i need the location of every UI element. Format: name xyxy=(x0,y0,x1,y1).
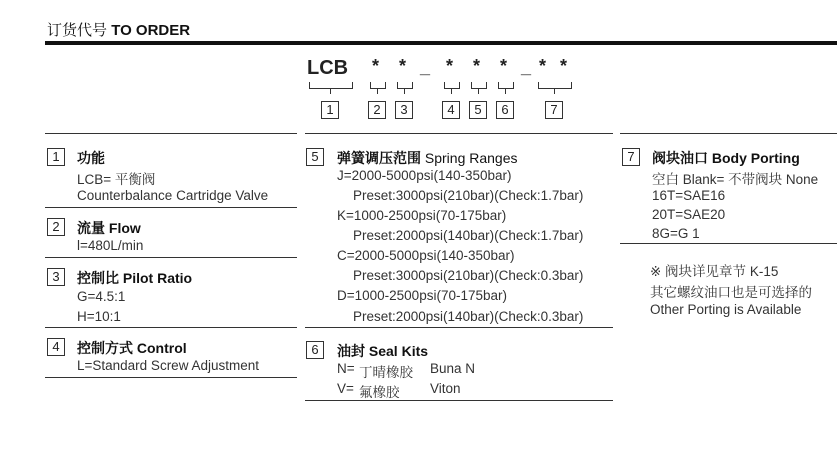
bracket-2 xyxy=(370,82,386,89)
function-line: Counterbalance Cartridge Valve xyxy=(77,188,269,203)
seal-en: Viton xyxy=(430,381,461,396)
section-7-bottom-rule xyxy=(620,243,837,244)
code-dash-2: _ xyxy=(521,57,532,77)
spring-preset-line: Preset:3000psi(210bar)(Check:1.7bar) xyxy=(353,188,584,203)
spring-preset-line: Preset:3000psi(210bar)(Check:0.3bar) xyxy=(353,268,584,283)
porting-line: 16T=SAE16 xyxy=(652,188,726,203)
bracket-1 xyxy=(309,82,353,89)
seal-en: Buna N xyxy=(430,361,476,376)
section-1-title: 功能 xyxy=(77,150,105,166)
header-rule xyxy=(45,41,837,45)
pilot-ratio-line: H=10:1 xyxy=(77,309,121,324)
porting-line: 8G=G 1 xyxy=(652,226,700,241)
section-1-bottom-rule xyxy=(45,207,297,208)
code-star-4: * xyxy=(446,56,454,76)
code-star-7a: * xyxy=(539,56,547,76)
code-box-1: 1 xyxy=(321,101,339,119)
section-3-title: 控制比 Pilot Ratio xyxy=(77,270,193,286)
code-prefix: LCB xyxy=(307,57,349,79)
section-5-bottom-rule xyxy=(305,327,613,328)
control-line: L=Standard Screw Adjustment xyxy=(77,358,259,373)
bracket-3 xyxy=(397,82,413,89)
porting-line: 空白 Blank= 不带阀块 None xyxy=(652,172,819,187)
page-title xyxy=(47,19,190,40)
pilot-ratio-line: G=4.5:1 xyxy=(77,289,126,304)
section-7-number: 7 xyxy=(622,148,640,166)
section-6-title: 油封 Seal Kits xyxy=(337,343,429,359)
seal-code: N= xyxy=(337,361,355,376)
code-star-7b: * xyxy=(560,56,568,76)
code-box-7: 7 xyxy=(545,101,563,119)
porting-note: ※ 阀块详见章节 K-15 xyxy=(650,264,779,279)
code-dash-1: _ xyxy=(420,57,431,77)
porting-note: Other Porting is Available xyxy=(650,302,802,317)
bracket-4-stem xyxy=(451,88,452,94)
code-box-4: 4 xyxy=(442,101,460,119)
spring-preset-line: Preset:2000psi(140bar)(Check:1.7bar) xyxy=(353,228,584,243)
porting-note: 其它螺纹油口也是可选择的 xyxy=(650,285,812,300)
bracket-2-stem xyxy=(377,88,378,94)
spring-range-line: K=1000-2500psi(70-175bar) xyxy=(337,208,507,223)
porting-line: 20T=SAE20 xyxy=(652,207,726,222)
code-box-3: 3 xyxy=(395,101,413,119)
section-2-title: 流量 Flow xyxy=(77,220,141,236)
function-line: LCB= 平衡阀 xyxy=(77,172,156,187)
section-4-number: 4 xyxy=(47,338,65,356)
section-6-number: 6 xyxy=(306,341,324,359)
section-2-bottom-rule xyxy=(45,257,297,258)
seal-cn: 丁晴橡胶 xyxy=(359,365,413,380)
bracket-6 xyxy=(498,82,514,89)
spring-preset-line: Preset:2000psi(140bar)(Check:0.3bar) xyxy=(353,309,584,324)
code-box-5: 5 xyxy=(469,101,487,119)
page-title-en: TO ORDER xyxy=(111,22,191,39)
section-1-number: 1 xyxy=(47,148,65,166)
section-5-top-rule xyxy=(305,133,613,134)
section-1-top-rule xyxy=(45,133,297,134)
bracket-3-stem xyxy=(404,88,405,94)
bracket-5-stem xyxy=(478,88,479,94)
section-6-bottom-rule xyxy=(305,400,613,401)
spring-range-line: J=2000-5000psi(140-350bar) xyxy=(337,168,512,183)
bracket-7-stem xyxy=(554,88,555,94)
code-star-2: * xyxy=(372,56,380,76)
bracket-1-stem xyxy=(330,88,331,94)
bracket-4 xyxy=(444,82,460,89)
spring-range-line: C=2000-5000psi(140-350bar) xyxy=(337,248,515,263)
section-3-bottom-rule xyxy=(45,327,297,328)
bracket-6-stem xyxy=(505,88,506,94)
code-star-5: * xyxy=(473,56,481,76)
code-box-2: 2 xyxy=(368,101,386,119)
spring-range-line: D=1000-2500psi(70-175bar) xyxy=(337,288,507,303)
section-7-title: 阀块油口 Body Porting xyxy=(652,150,800,166)
section-4-title: 控制方式 Control xyxy=(77,340,187,356)
section-7-top-rule xyxy=(620,133,837,134)
section-5-title: 弹簧调压范围 Spring Ranges xyxy=(337,150,518,166)
code-star-6: * xyxy=(500,56,508,76)
section-5-number: 5 xyxy=(306,148,324,166)
bracket-7 xyxy=(538,82,572,89)
seal-cn: 氟橡胶 xyxy=(359,385,400,400)
code-star-3: * xyxy=(399,56,407,76)
section-3-number: 3 xyxy=(47,268,65,286)
flow-line: l=480L/min xyxy=(77,238,144,253)
section-4-bottom-rule xyxy=(45,377,297,378)
code-box-6: 6 xyxy=(496,101,514,119)
page-title-cn: 订货代号 xyxy=(47,22,108,39)
bracket-5 xyxy=(471,82,487,89)
section-2-number: 2 xyxy=(47,218,65,236)
seal-code: V= xyxy=(337,381,354,396)
